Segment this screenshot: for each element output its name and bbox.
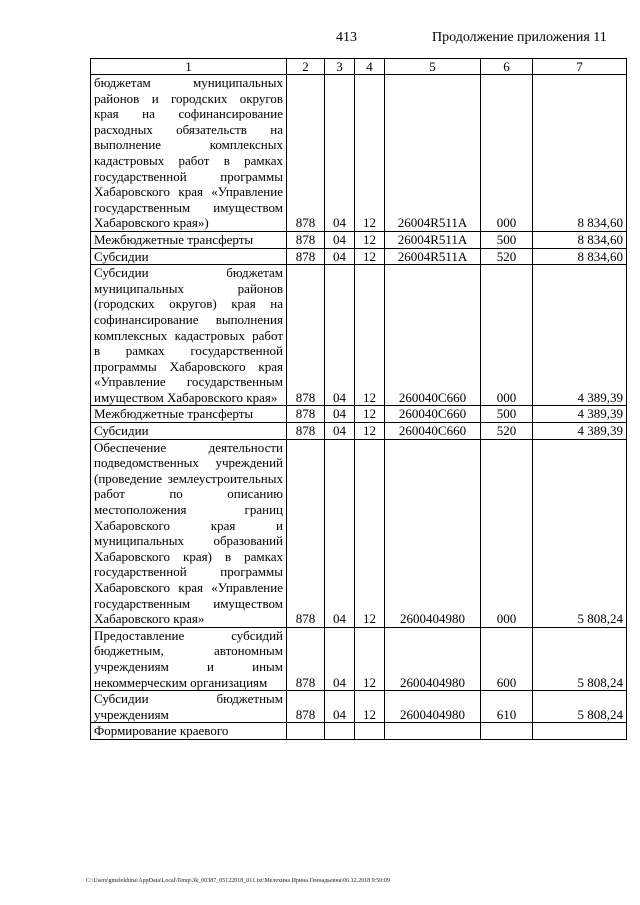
- section-cell: 04: [325, 439, 355, 627]
- ministry-code-cell: 878: [287, 439, 325, 627]
- expense-type-cell: [481, 723, 533, 740]
- ministry-code-cell: 878: [287, 627, 325, 690]
- column-header: 6: [481, 59, 533, 75]
- row-name-cell: Субсидии бюджетам муниципальных районов (городских округов) края на софинансирование выполнения комплексных кадастровых работ в рамках государственной программы Хабаровского края «Управление государственным имуществом Хабаровского края»: [91, 265, 287, 406]
- target-article-cell: 2600404980: [385, 691, 481, 723]
- row-name-cell: Субсидии бюджетным учреждениям: [91, 691, 287, 723]
- expense-type-cell: 000: [481, 265, 533, 406]
- section-cell: 04: [325, 75, 355, 232]
- expense-type-cell: 000: [481, 75, 533, 232]
- target-article-cell: 260040С660: [385, 423, 481, 440]
- subsection-cell: 12: [355, 248, 385, 265]
- table-header-row: [91, 59, 627, 75]
- target-article-cell: 260040С660: [385, 265, 481, 406]
- row-name-cell: Формирование краевого: [91, 723, 287, 740]
- subsection-cell: 12: [355, 265, 385, 406]
- row-name-cell: Субсидии: [91, 248, 287, 265]
- expense-type-cell: 520: [481, 423, 533, 440]
- amount-cell: [533, 723, 627, 740]
- amount-cell: 8 834,60: [533, 231, 627, 248]
- subsection-cell: 12: [355, 75, 385, 232]
- ministry-code-cell: 878: [287, 691, 325, 723]
- section-cell: 04: [325, 406, 355, 423]
- column-header: 3: [325, 59, 355, 75]
- ministry-code-cell: 878: [287, 265, 325, 406]
- target-article-cell: 26004R511A: [385, 75, 481, 232]
- table-row: [91, 265, 627, 406]
- target-article-cell: 2600404980: [385, 627, 481, 690]
- ministry-code-cell: [287, 723, 325, 740]
- subsection-cell: 12: [355, 423, 385, 440]
- ministry-code-cell: 878: [287, 75, 325, 232]
- column-header: 1: [91, 59, 287, 75]
- page-number: 413: [336, 30, 357, 45]
- subsection-cell: 12: [355, 627, 385, 690]
- subsection-cell: 12: [355, 231, 385, 248]
- amount-cell: 4 389,39: [533, 423, 627, 440]
- table-row: [91, 75, 627, 232]
- subsection-cell: 12: [355, 691, 385, 723]
- file-path-footer: C:\Users\gmelekhina\AppData\Local\Temp\3k_00387_05122018_011.txt\Мелехина Ирина Геннадьевна\06.12.2018 9:50:09: [86, 878, 390, 884]
- section-cell: 04: [325, 265, 355, 406]
- table-row: [91, 231, 627, 248]
- row-name-cell: Межбюджетные трансферты: [91, 231, 287, 248]
- amount-cell: 4 389,39: [533, 265, 627, 406]
- amount-cell: 4 389,39: [533, 406, 627, 423]
- amount-cell: 8 834,60: [533, 248, 627, 265]
- column-header: 2: [287, 59, 325, 75]
- target-article-cell: 26004R511A: [385, 248, 481, 265]
- row-name-cell: Межбюджетные трансферты: [91, 406, 287, 423]
- section-cell: 04: [325, 691, 355, 723]
- ministry-code-cell: 878: [287, 248, 325, 265]
- expense-type-cell: 520: [481, 248, 533, 265]
- table-row: [91, 723, 627, 740]
- target-article-cell: 26004R511A: [385, 231, 481, 248]
- section-cell: [325, 723, 355, 740]
- section-cell: 04: [325, 627, 355, 690]
- amount-cell: 5 808,24: [533, 439, 627, 627]
- expense-type-cell: 500: [481, 406, 533, 423]
- section-cell: 04: [325, 231, 355, 248]
- target-article-cell: [385, 723, 481, 740]
- row-name-cell: Обеспечение деятельности подведомственных учреждений (проведение землеустроительных работ по описанию местоположения границ Хабаровского края и муниципальных образований Хабаровского края) в рамках государственной программы Хабаровского края «Управление государственным имуществом Хабаровского края»: [91, 439, 287, 627]
- section-cell: 04: [325, 423, 355, 440]
- expense-type-cell: 500: [481, 231, 533, 248]
- column-header: 5: [385, 59, 481, 75]
- table-row: [91, 406, 627, 423]
- expense-type-cell: 600: [481, 627, 533, 690]
- table-row: [91, 248, 627, 265]
- expense-type-cell: 610: [481, 691, 533, 723]
- ministry-code-cell: 878: [287, 231, 325, 248]
- table-row: [91, 439, 627, 627]
- budget-table: [90, 58, 627, 740]
- column-header: 7: [533, 59, 627, 75]
- table-row: [91, 423, 627, 440]
- subsection-cell: 12: [355, 439, 385, 627]
- ministry-code-cell: 878: [287, 423, 325, 440]
- row-name-cell: Предоставление субсидий бюджетным, автономным учреждениям и иным некоммерческим организациям: [91, 627, 287, 690]
- table-row: [91, 691, 627, 723]
- target-article-cell: 2600404980: [385, 439, 481, 627]
- amount-cell: 8 834,60: [533, 75, 627, 232]
- column-header: 4: [355, 59, 385, 75]
- row-name-cell: Субсидии: [91, 423, 287, 440]
- section-cell: 04: [325, 248, 355, 265]
- row-name-cell: бюджетам муниципальных районов и городских округов края на софинансирование расходных обязательств на выполнение комплексных кадастровых работ в рамках государственной программы Хабаровского края «Управление государственным имуществом Хабаровского края»): [91, 75, 287, 232]
- ministry-code-cell: 878: [287, 406, 325, 423]
- table-row: [91, 627, 627, 690]
- target-article-cell: 260040С660: [385, 406, 481, 423]
- subsection-cell: [355, 723, 385, 740]
- expense-type-cell: 000: [481, 439, 533, 627]
- amount-cell: 5 808,24: [533, 691, 627, 723]
- amount-cell: 5 808,24: [533, 627, 627, 690]
- subsection-cell: 12: [355, 406, 385, 423]
- continuation-label: Продолжение приложения 11: [432, 30, 607, 45]
